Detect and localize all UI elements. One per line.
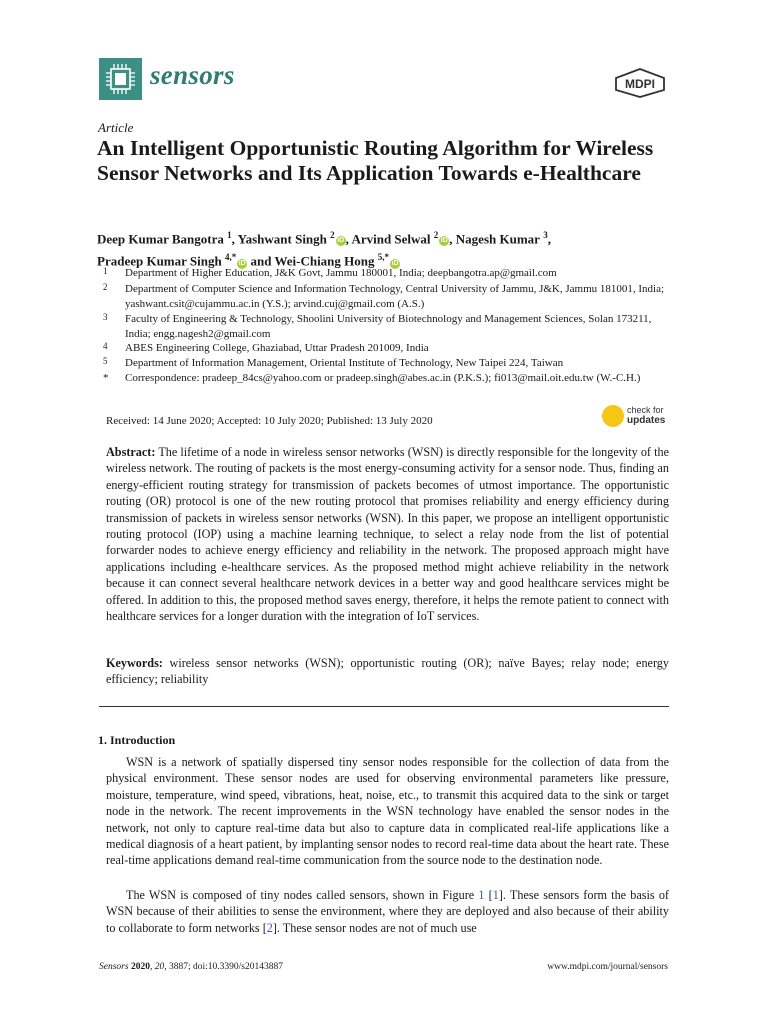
keywords-label: Keywords:: [106, 656, 163, 670]
paper-title: An Intelligent Opportunistic Routing Algorithm for Wireless Sensor Networks and Its Application Towards e-Healthcare: [97, 136, 654, 185]
author-name: Nagesh Kumar: [455, 231, 540, 247]
author-name: Pradeep Kumar Singh: [97, 253, 222, 269]
footer-url[interactable]: www.mdpi.com/journal/sensors: [547, 962, 668, 972]
author-name: Arvind Selwal: [351, 231, 431, 247]
chip-icon: [99, 58, 142, 100]
publisher-logo: [614, 68, 666, 98]
orcid-icon[interactable]: iD: [440, 237, 448, 245]
divider: [99, 706, 669, 707]
publisher-name: MDPI: [625, 77, 655, 91]
abstract-text: The lifetime of a node in wireless sensor networks (WSN) is directly responsible for the longevity of the wireless network. The routing of packets is the most energy-consuming activity for a sensor node. Thus, finding an energy-efficient routing strategy for transmission of packets becomes of utmost importance. The opportunistic routing (OR) protocol is one of the new routing protocol that promises reliability and energy efficiency during transmission of packets in wireless sensor networks (WSN). In this paper, we propose an intelligent opportunistic routing protocol (IOP) using a machine learning technique, to select a relay node from the list of potential forwarder nodes to achieve energy efficiency and reliability in the network. The proposed approach might have applications including e-healthcare services. As the proposed method might achieve reliability in the network because it can connect several healthcare network devices in a better way and good healthcare services might be offered. In addition to this, the proposed method saves energy, therefore, it helps the remote patient to connect with healthcare services for a longer duration with the integration of IoT services.: [106, 445, 669, 624]
author-list: Deep Kumar Bangotra $^1$, Yashwant Singh $^2$iD , Arvind Selwal $^2$iD , Nagesh Kumar $^3$, Pradeep Kumar Singh $^{4,*}$iD and Wei-Chiang Hong $^{5,*}$iD: [97, 230, 551, 269]
abstract: [106, 444, 669, 624]
check-for-updates-button[interactable]: check for updates: [602, 404, 672, 428]
author-name: Deep Kumar Bangotra: [97, 231, 224, 247]
abstract-label: Abstract:: [106, 445, 156, 459]
reference-link[interactable]: 1: [492, 888, 499, 902]
body-paragraph: The WSN is composed of tiny nodes called sensors, shown in Figure 1 [1]. These sensors form the basis of WSN because of their abilities to sense the environment, where they are deployed and also because of their ability to collaborate to form networks [2]. These sensor nodes are not of much use: [106, 888, 669, 935]
body-paragraph: WSN is a network of spatially dispersed tiny sensor nodes responsible for the collection of data from the physical environment. These sensor nodes are used for observing environmental parameters like pressure, moisture, temperature, wind speed, vibrations, heat, noise, etc., to transmit this acquired data to the sink or target node in the network. The recent improvements in the WSN technology have enabled the sensor nodes in the network, not only to capture real-time data but also to capture data in complicated real-life applications like a medical diagnosis of a heart patient, by implanting sensor nodes to record real-time data about the heart rate. These real-time applications demand real-time communication from the source node to the destination node.: [106, 755, 669, 868]
keywords-text: wireless sensor networks (WSN); opportunistic routing (OR); naïve Bayes; relay node; energy efficiency; reliability: [106, 656, 669, 687]
author-name: Yashwant Singh: [237, 231, 327, 247]
journal-name: sensors: [150, 60, 235, 90]
footer-citation: Sensors 2020, 20, 3887; doi:10.3390/s20143887: [99, 962, 283, 972]
section-heading: 1. Introduction: [98, 733, 176, 747]
journal-logo: [99, 58, 142, 100]
publication-dates: Received: 14 June 2020; Accepted: 10 July 2020; Published: 13 July 2020: [106, 415, 433, 427]
author-name: Wei-Chiang Hong: [274, 253, 375, 269]
check-updates-icon: [602, 405, 624, 427]
article-type: Article: [98, 120, 134, 135]
orcid-icon[interactable]: iD: [391, 259, 399, 267]
orcid-icon[interactable]: iD: [337, 237, 345, 245]
keywords: [106, 655, 669, 688]
reference-link[interactable]: 2: [266, 920, 273, 935]
figure-link[interactable]: 1: [478, 888, 485, 902]
orcid-icon[interactable]: iD: [238, 259, 246, 267]
